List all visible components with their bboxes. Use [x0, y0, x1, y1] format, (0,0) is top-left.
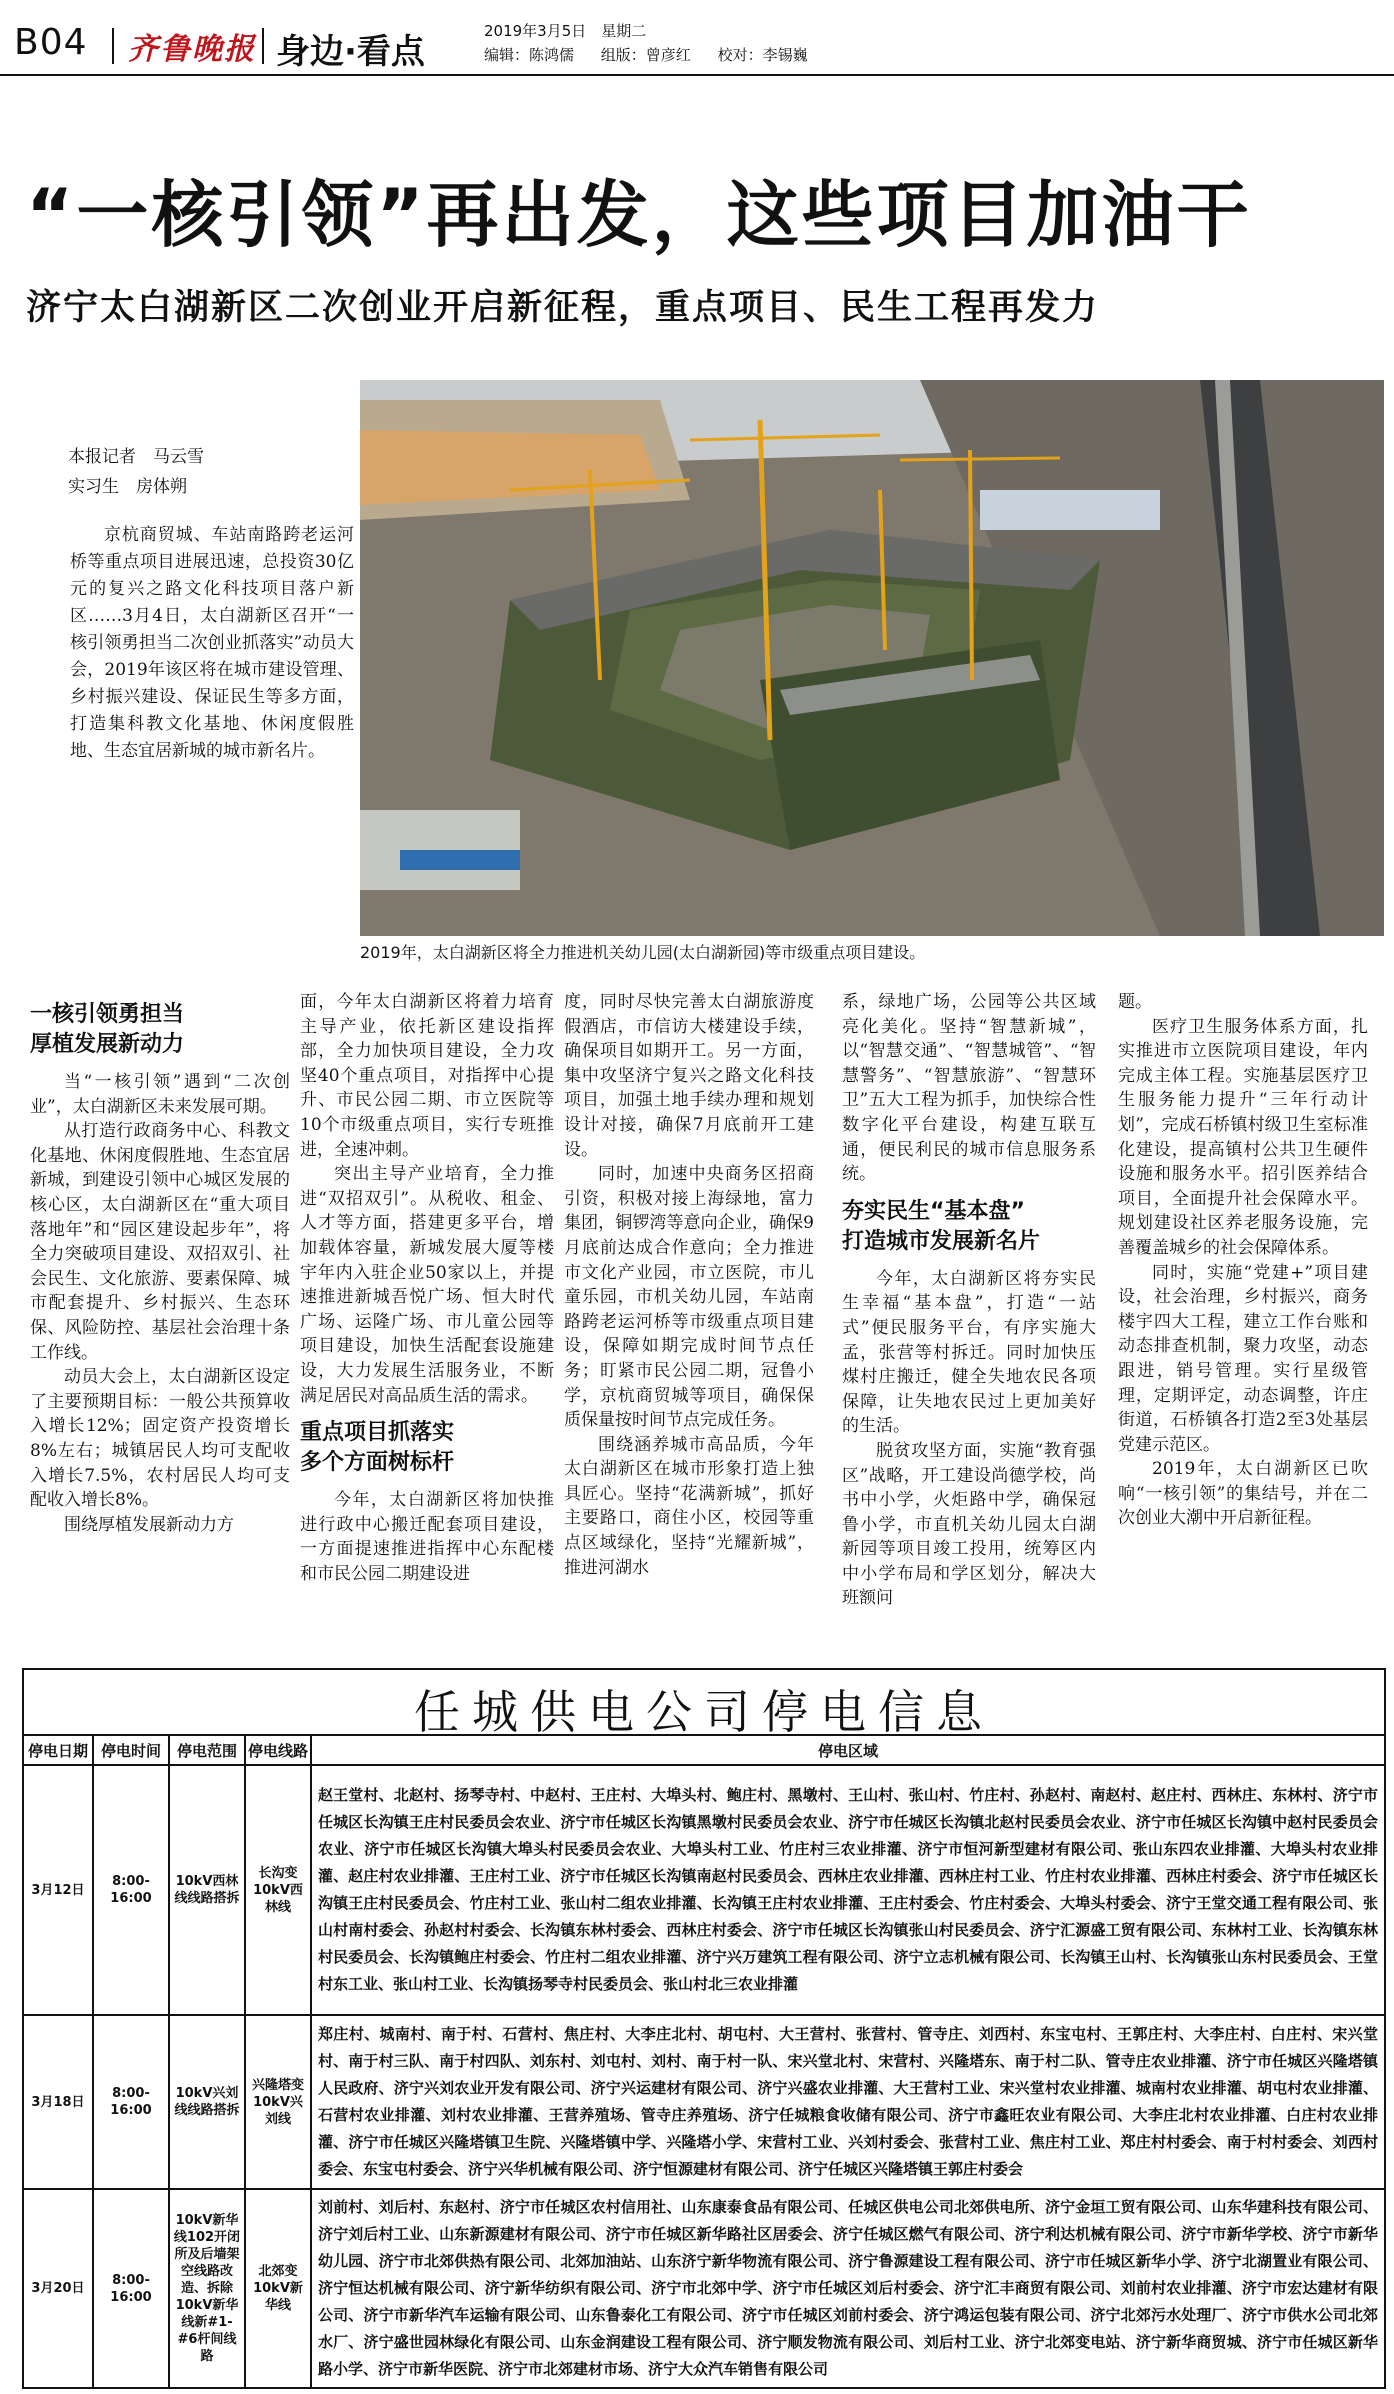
- outage-notice-table: [22, 1734, 1386, 2389]
- construction-site-photo: [360, 380, 1384, 936]
- reporter: 本报记者 马云雪: [68, 447, 204, 467]
- section-heading: 夯实民生“基本盘” 打造城市发展新名片: [842, 1198, 1041, 1254]
- table-row: [23, 1765, 1385, 2015]
- date-line: 2019年3月5日 星期二: [484, 22, 647, 40]
- outage-notice-title: 任城供电公司停电信息: [414, 1685, 994, 1739]
- outage-line: 兴隆塔变10kV兴刘线: [245, 2015, 311, 2189]
- designer-credit: 组版：曾彦红: [600, 46, 691, 64]
- outage-time: 8:00-16:00: [93, 2189, 169, 2388]
- section-heading: 一核引领勇担当 厚植发展新动力: [30, 1002, 185, 1057]
- outage-scope: 10kV新华线102开闭所及后墙架空线路改造、拆除10kV新华线新#1-#6杆间线路: [169, 2189, 245, 2388]
- header-time: 停电时间: [93, 1735, 169, 1765]
- article-column-4: [842, 990, 1096, 1611]
- paragraph: 题。: [1118, 992, 1152, 1012]
- intern: 实习生 房体朔: [68, 477, 187, 497]
- section-title: 身边·看点: [276, 32, 425, 72]
- paragraph: 当“一核引领”遇到“二次创业”，太白湖新区未来发展可期。: [30, 1072, 290, 1117]
- credits: [484, 44, 830, 65]
- divider: [262, 28, 264, 64]
- byline: [68, 442, 204, 502]
- section-heading: 重点项目抓落实 多个方面树标杆: [300, 1420, 455, 1476]
- paragraph: 2019年，太白湖新区已吹响“一核引领”的集结号，并在二次创业大潮中开启新征程。: [1118, 1459, 1368, 1529]
- lead-paragraph: 京杭商贸城、车站南路跨老运河桥等重点项目进展迅速，总投资30亿元的复兴之路文化科技项目落户新区……3月4日，太白湖新区召开“一核引领勇担当二次创业抓落实”动员大会，2019年该区将在城市建设管理、乡村振兴建设、保证民生等多方面，打造集科教文化基地、休闲度假胜地、生态宜居新城的城市新名片。: [70, 525, 354, 761]
- paragraph: 突出主导产业培育，全力推进“双招双引”。从税收、租金、人才等方面，搭建更多平台，增加载体容量，新城发展大厦等楼宇年内入驻企业50家以上，并提速推进新城吾悦广场、恒大时代广场、运隆广场、市儿童公园等项目建设，加快生活配套设施建设，大力发展生活服务业，不断满足居民对高品质生活的需求。: [300, 1164, 554, 1406]
- outage-scope: 10kV兴刘线线路搭拆: [169, 2015, 245, 2189]
- paragraph: 系，绿地广场，公园等公共区域亮化美化。坚持“智慧新城”，以“智慧交通”、“智慧城管”、“智慧警务”、“智慧旅游”、“智慧环卫”五大工程为抓手，加快综合性数字化平台建设，构建互联互通，便民利民的城市信息服务系统。: [842, 992, 1096, 1185]
- outage-date: 3月12日: [23, 1765, 93, 2015]
- table-row: [23, 2189, 1385, 2388]
- outage-time: 8:00-16:00: [93, 1765, 169, 2015]
- header-scope: 停电范围: [169, 1735, 245, 1765]
- paragraph: 同时，加速中央商务区招商引资，积极对接上海绿地，富力集团，铜锣湾等意向企业，确保9月底前达成合作意向；全力推进市文化产业园，市立医院，市儿童乐园，市机关幼儿园，车站南路跨老运河桥等市级重点项目建设，保障如期完成时间节点任务；盯紧市民公园二期，冠鲁小学，京杭商贸城等项目，确保保质保量按时间节点完成任务。: [564, 1164, 814, 1431]
- newspaper-logo: 齐鲁晚报: [128, 32, 256, 67]
- paragraph: 围绕厚植发展新动力方: [64, 1514, 234, 1535]
- paragraph: 脱贫攻坚方面，实施“教育强区”战略，开工建设尚德学校，尚书中小学，火炬路中学，确保冠鲁小学，市直机关幼儿园太白湖新园等项目竣工投用，统筹区内中小学布局和学区划分，解决大班额问: [842, 1440, 1096, 1609]
- paragraph: 今年，太白湖新区将加快推进行政中心搬迁配套项目建设，一方面提速推进指挥中心东配楼和市民公园二期建设进: [300, 1490, 554, 1584]
- table-header-row: [23, 1735, 1385, 1765]
- page-number: B04: [14, 22, 88, 63]
- paragraph: 从打造行政商务中心、科教文化基地、休闲度假胜地、生态宜居新城，到建设引领中心城区发展的核心区，太白湖新区在“重大项目落地年”和“园区建设起步年”，将全力突破项目建设、双招双引、社会民生、文化旅游、要素保障、城市配套提升、乡村振兴、生态环保、风险防控、基层社会治理十条工作线。: [30, 1121, 290, 1363]
- proofreader-credit: 校对：李锡巍: [717, 46, 808, 64]
- outage-date: 3月20日: [23, 2189, 93, 2388]
- editor-credit: 编辑：陈鸿儒: [484, 46, 575, 64]
- paragraph: 同时，实施“党建+”项目建设，社会治理，乡村振兴，商务楼宇四大工程，建立工作台账和动态排查机制，聚力攻坚，动态跟进，销号管理。实行星级管理，定期评定，动态调整，许庄街道，石桥镇各打造2至3处基层党建示范区。: [1118, 1262, 1368, 1455]
- paragraph: 医疗卫生服务体系方面，扎实推进市立医院项目建设，年内完成主体工程。实施基层医疗卫生服务能力提升“三年行动计划”，完成石桥镇村级卫生室标准化建设，提高镇村公共卫生硬件设施和服务水平。招引医养结合项目，全面提升社会保障水平。规划建设社区养老服务设施，完善覆盖城乡的社会保障体系。: [1118, 1016, 1368, 1258]
- paragraph: 动员大会上，太白湖新区设定了主要预期目标：一般公共预算收入增长12%；固定资产投资增长8%左右；城镇居民人均可支配收入增长7.5%，农村居民人均可支配收入增长8%。: [30, 1367, 290, 1511]
- header-rule: [0, 74, 1394, 76]
- divider: [112, 28, 114, 64]
- header-line: 停电线路: [245, 1735, 311, 1765]
- outage-date: 3月18日: [23, 2015, 93, 2189]
- outage-area: 郑庄村、城南村、南于村、石营村、焦庄村、大李庄北村、胡屯村、大王营村、张营村、管寺庄、刘西村、东宝屯村、王郭庄村、大李庄村、白庄村、宋兴堂村、南于村三队、南于村四队、刘东村、刘屯村、刘村、南于村一队、宋兴堂北村、宋营村、兴隆塔东、南于村二队、管寺庄农业排灌、济宁市任城区兴隆塔镇人民政府、济宁兴刘农业开发有限公司、济宁兴运建材有限公司、济宁兴盛农业排灌、大王营村工业、宋兴堂村农业排灌、城南村农业排灌、胡屯村农业排灌、石营村农业排灌、刘村农业排灌、王营养殖场、管寺庄养殖场、济宁任城粮食收储有限公司、济宁市鑫旺农业有限公司、大李庄北村农业排灌、白庄村农业排灌、济宁市任城区兴隆塔镇卫生院、兴隆塔镇中学、兴隆塔小学、宋营村工业、兴刘村委会、张营村工业、焦庄村工业、郑庄村村委会、南于村村委会、刘西村委会、东宝屯村委会、济宁兴华机械有限公司、济宁恒源建材有限公司、济宁任城区兴隆塔镇王郭庄村委会: [311, 2015, 1385, 2189]
- subheadline: 济宁太白湖新区二次创业开启新征程，重点项目、民生工程再发力: [26, 288, 1100, 328]
- article-column-3: [564, 990, 814, 1580]
- headline: “一核引领”再出发，这些项目加油干: [26, 173, 1252, 257]
- article-column-2: [300, 990, 554, 1586]
- outage-line: 长沟变10kV西林线: [245, 1765, 311, 2015]
- table-row: [23, 2015, 1385, 2189]
- outage-time: 8:00-16:00: [93, 2015, 169, 2189]
- paragraph: 今年，太白湖新区将夯实民生幸福“基本盘”，打造“一站式”便民服务平台，有序实施大孟，张营等村拆迁。同时加快压煤村庄搬迁，健全失地农民各项保障，让失地农民过上更加美好的生活。: [842, 1268, 1096, 1437]
- outage-area: 刘前村、刘后村、东赵村、济宁市任城区农村信用社、山东康泰食品有限公司、任城区供电公司北郊供电所、济宁金垣工贸有限公司、山东华建科技有限公司、济宁刘后村工业、山东新源建材有限公司、济宁市任城区新华路社区居委会、济宁任城区燃气有限公司、济宁利达机械有限公司、济宁市新华学校、济宁市新华幼儿园、济宁市北郊供热有限公司、北郊加油站、山东济宁新华物流有限公司、济宁鲁源建设工程有限公司、济宁市任城区新华小学、济宁北湖置业有限公司、济宁恒达机械有限公司、济宁新华纺织有限公司、济宁市北郊中学、济宁市任城区刘后村委会、济宁汇丰商贸有限公司、刘前村农业排灌、济宁市宏达建材有限公司、济宁市新华汽车运输有限公司、山东鲁泰化工有限公司、济宁市任城区刘前村委会、济宁鸿运包装有限公司、济宁北郊污水处理厂、济宁市供水公司北郊水厂、济宁盛世园林绿化有限公司、山东金润建设工程有限公司、济宁顺发物流有限公司、刘后村工业、济宁北郊变电站、济宁新华商贸城、济宁市任城区新华路小学、济宁市新华医院、济宁市北郊建材市场、济宁大众汽车销售有限公司: [311, 2189, 1385, 2388]
- masthead: [0, 0, 1394, 70]
- outage-scope: 10kV西林线线路搭拆: [169, 1765, 245, 2015]
- header-area: 停电区域: [311, 1735, 1385, 1765]
- header-date: 停电日期: [23, 1735, 93, 1765]
- outage-notice-header: [22, 1668, 1386, 1739]
- outage-area: 赵王堂村、北赵村、扬琴寺村、中赵村、王庄村、大埠头村、鲍庄村、黑墩村、王山村、张山村、竹庄村、孙赵村、南赵村、赵庄村、西林庄、东林村、济宁市任城区长沟镇王庄村民委员会农业、济宁市任城区长沟镇黑墩村民委员会农业、济宁市任城区长沟镇北赵村民委员会农业、济宁市任城区长沟镇中赵村民委员会农业、济宁市任城区长沟镇大埠头村民委员会农业、大埠头村工业、竹庄村三农业排灌、济宁市恒河新型建材有限公司、张山东四农业排灌、大埠头村农业排灌、赵庄村农业排灌、王庄村工业、济宁市任城区长沟镇南赵村民委员会、西林庄农业排灌、西林庄村工业、竹庄村农业排灌、西林庄村委会、济宁市任城区长沟镇王庄村民委员会、竹庄村工业、张山村二组农业排灌、长沟镇王庄村农业排灌、王庄村委会、竹庄村委会、大埠头村委会、济宁王堂交通工程有限公司、张山村南村委会、孙赵村村委会、长沟镇东林村委会、西林庄村委会、济宁市任城区长沟镇张山村民委员会、济宁汇源盛工贸有限公司、东林村工业、长沟镇东林村民委员会、长沟镇鲍庄村委会、竹庄村二组农业排灌、济宁兴万建筑工程有限公司、济宁立志机械有限公司、长沟镇王山村、长沟镇张山东村民委员会、王堂村东工业、张山村工业、长沟镇扬琴寺村民委员会、张山村北三农业排灌: [311, 1765, 1385, 2015]
- paragraph: 度，同时尽快完善太白湖旅游度假酒店，市信访大楼建设手续，确保项目如期开工。另一方面，集中攻坚济宁复兴之路文化科技项目，加强土地手续办理和规划设计对接，确保7月底前开工建设。: [564, 992, 814, 1160]
- article-column-5: [1118, 990, 1368, 1531]
- paragraph: 围绕涵养城市高品质，今年太白湖新区在城市形象打造上独具匠心。坚持“花满新城”，抓好主要路口，商住小区，校园等重点区域绿化，坚持“光耀新城”，推进河湖水: [564, 1434, 814, 1578]
- article-column-1: [30, 990, 290, 1537]
- paragraph: 面，今年太白湖新区将着力培育主导产业，依托新区建设指挥部，全力加快项目建设，全力攻坚40个重点项目，对指挥中心提升、市民公园二期、市立医院等10个市级重点项目，实行专班推进，全速冲刺。: [300, 992, 554, 1160]
- photo-caption: 2019年，太白湖新区将全力推进机关幼儿园(太白湖新园)等市级重点项目建设。: [360, 943, 926, 962]
- outage-line: 北郊变10kV新华线: [245, 2189, 311, 2388]
